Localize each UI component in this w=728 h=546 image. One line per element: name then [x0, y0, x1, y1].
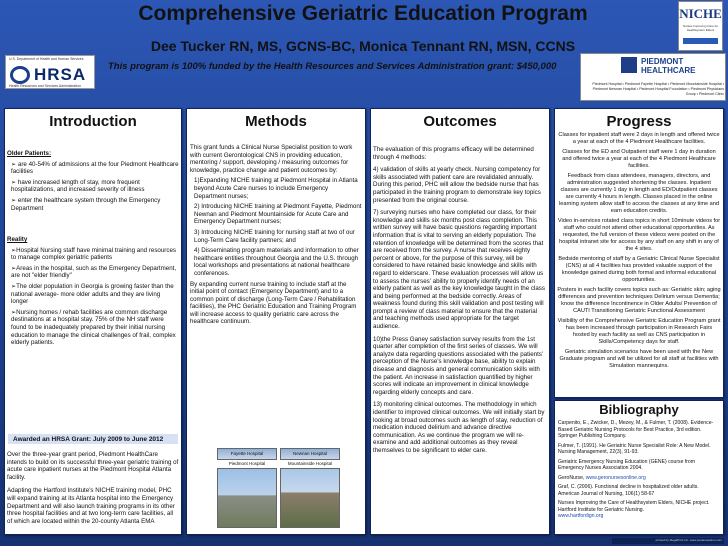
bibliography-body [558, 420, 721, 523]
bibliography-item-6-text: Nurses Improving the Care of Healthsystem Elders, NICHE project. Hartford Institute for Geriatric Nursing. [558, 500, 710, 513]
piedmont-name-line1: PIEDMONT [641, 57, 684, 66]
introduction-grant-paragraphs [7, 451, 179, 525]
progress-body [557, 132, 721, 373]
piedmont-facilities: Piedmont Hospital • Piedmont Fayette Hospital • Piedmont Mountainside Hospital • Piedmont Newnan Hospital • Piedmont Hospital Foundation • Piedmont Physicians Group • Piedmont Clinic [592, 82, 724, 96]
methods-closing: By expanding current nurse training to include staff at the initial point of contact (Emergency Department) and to a common point of discharge (Long-Term Care / Rehabilitation facilities), the PHC Geriatric Education and Training Program will increase access to quality geriatric care across the healthcare continuum. [190, 280, 357, 326]
methods-intro: This grant funds a Clinical Nurse Specialist position to work with current Gerontological CNS in providing education, mentoring / support, developing / measuring outcomes for knowledge, practice change and patient outcomes by: [190, 144, 353, 174]
outcomes-item-7: 7) surveying nurses who have completed our class, for their knowledge and skills six months post class completion. This written survey will have basic questions regarding important information that is vital to serving an elderly population. The retention of knowledge will be determined from the scores that are received from the survey. A nurse that receives eighty percent or above, for the purpose of this survey, will be considered to have retained basic knowledge and skills with regard to elderscare. These evaluation processes will allow us to assess the nurses' ability to properly identify needs of an elderly patient as well as the key knowledge taught in the class and being performed at the bedside correctly. Areas of weakness found during this skill validation and post testing will prompt a review of class material to ensure that the material and teaching methods used appropriate for the target audience. [373, 209, 545, 331]
bibliography-item-4 [558, 475, 721, 482]
introduction-para-2: Adapting the Hartford Institute's NICHE training model, PHC will expand training at its Atlanta hospital into the Emergency Department and will also launch training programs in its other three hospital facilities and at two long-term care facilities, all of which are located within the 20-county Atlanta EMA [7, 487, 175, 525]
methods-item-1: 1)Expanding NICHE training at Piedmont Hospital in Atlanta beyond Acute Care nurses to include Emergency Department nurses; [194, 177, 358, 200]
progress-item-3: Feedback from class attendees, managers, directors, and administration suggested shortening the classes. Inpatient classes are currently 1 day in length and ED/Outpatient classes are currently 4 hours in length. Classes placed in the online learning system allow staff to access the classes at any time and earn education credits. [558, 173, 720, 214]
piedmont-hospital-caption: Piedmont Hospital [228, 461, 266, 466]
reality-item-4: ➢Nursing homes / rehab facilities are common discharge destinations at a hospital stay. 75% of the NH staff were found to be inadequately prepared by their initial nursing education to manage the clinical challenges of frail, complex elderly patients. [11, 308, 176, 347]
progress-item-2: Classes for the ED and Outpatient staff were 1 day in duration and offered twice a year at each of the 4 Piedmont Healthcare facilities. [562, 149, 716, 169]
progress-item-4: Video in-services rotated class topics in short 10minute videos for staff who could not attend other educational opportunities. As requested, the full version of these videos were posted on the hospital intranet site for access by any staff on any shift in any of the 4 sites. [557, 218, 721, 252]
methods-item-4: 4) Disseminating program materials and information to other healthcare entities throughout Georgia and the U.S. through local workshops and presentations at national healthcare conferences. [194, 247, 359, 277]
outcomes-heading: Outcomes [423, 113, 497, 130]
outcomes-body [373, 146, 546, 455]
hrsa-subtitle: Health Resources and Services Administration [9, 84, 81, 88]
older-patients-item-3: ➢ enter the healthcare system through the Emergency Department [11, 196, 161, 212]
outcomes-item-10: 10)the Press Ganey satisfaction survey results from the 1st quarter after completion of the first series of classes. We will analyze data regarding questions associated with the patients' perception of the Nurse's knowledge base, ability to explain disease and diagnosis and general communication skills with the patient. An increase in satisfaction quantified by higher scores will indicate an improvement in clinical knowledge regarding elderly concepts and care. [373, 335, 544, 396]
fayette-hospital-caption: Fayette Hospital [230, 451, 264, 456]
bibliography-item-4-text: GeroNurse, [558, 474, 585, 481]
poster-authors: Dee Tucker RN, MS, GCNS-BC, Monica Tennant RN, MSN, CCNS [150, 38, 576, 54]
introduction-heading: Introduction [49, 113, 137, 130]
progress-item-5: Bedside mentoring of staff by a Geriatric Clinical Nurse Specialist (CNS) at all 4 facilities has provided valuable support of the knowledge gained during both formal and informal educational opportunities. [558, 256, 720, 283]
older-patients-label: Older Patients: [7, 150, 52, 157]
outcomes-item-4: 4) validation of skills at yearly check. Nursing competency for skills associated with patient care are revalidated annually. During this period, PHC will allow the bedside nurse that has participated in the training program to demonstrate key topics presented from the original course. [373, 166, 541, 204]
progress-heading: Progress [606, 113, 672, 130]
progress-item-6: Posters in each facility covers topics such as: Geriatric skin; aging differences and prevention techniques Delirium versus Dementia; know the difference Incontinence in Older Adults/ Prevention of CAUTI Transitioning Geriatric Functional Assessment [557, 287, 721, 314]
bibliography-item-5: Graf, C. (2006). Functional decline in hospitalized older adults. American Journal of Nursing, 106(1) 58-67 [558, 484, 699, 497]
introduction-para-1: Over the three-year grant period, Piedmont HealthCare intends to build on its successful three-year geriatric training of acute care inpatient nurses at the Piedmont Hospital Atlanta facility. [7, 451, 179, 481]
newnan-hospital-caption: Newnan Hospital [292, 451, 328, 456]
hrsa-dept-text: U.S. Department of Health and Human Services [9, 57, 84, 61]
printer-footer: printed by MegaPrint Inc. www.postersession.com [612, 538, 724, 544]
hrsa-emblem-icon [10, 66, 30, 84]
introduction-older-patients [7, 150, 179, 212]
mountainside-hospital-caption: Mountainside Hospital [287, 461, 333, 466]
hrsa-logo [5, 55, 95, 89]
outcomes-intro: The evaluation of this programs efficacy will be determined through 4 methods: [373, 146, 534, 161]
piedmont-logo [580, 53, 726, 101]
older-patients-item-1: ➢ are 40-54% of admissions at the four Piedmont Healthcare facilities [11, 160, 179, 176]
niche-name: NICHE [679, 6, 722, 21]
reality-item-1: ➢Hospital Nursing staff have minimal training and resources to manage complex geriatric patients [11, 246, 176, 262]
poster-title: Comprehensive Geriatric Education Program [138, 2, 588, 25]
niche-subtitle: Nurses Improving Care for Healthsystem Elders [682, 24, 719, 32]
niche-bar-graphic [683, 38, 718, 44]
progress-item-7: Visibility of the Comprehensive Geriatric Education Program grant has been increased through participation in Research Fairs hosted by each facility as well as CNS participation in Skills/Competency days for staff. [557, 318, 721, 345]
bibliography-item-6 [558, 500, 721, 520]
bibliography-item-3: Geriatric Emergency Nursing Education (GENE) course from Emergency Nurses Association 2004. [558, 458, 696, 471]
reality-label: Reality [7, 236, 28, 243]
outcomes-item-13: 13) monitoring clinical outcomes. The methodology in which identifier to improved clinical outcomes. We will initially start by looking at broad outcomes such as length of stay, reduction of medication induced delirium and advance directive communication. As we continue the program we will re-examine and add additional outcomes as they reveal themselves to be significant to elder care. [373, 401, 545, 454]
progress-item-8: Geriatric simulation scenarios have been used with the New Graduate program and will be utilized for all staff at facilities with Simulation mannequins. [559, 349, 719, 369]
award-text: Awarded an HRSA Grant: July 2009 to June 2012 [13, 436, 164, 443]
reality-item-3: ➢The older population in Georgia is growing faster than the national average- more older adults and they are living longer [11, 282, 174, 306]
geronurse-link[interactable]: www.geronursesonline.org [585, 474, 646, 481]
methods-item-3: 3) Introducing NICHE training for nursing staff at two of our Long-Term Care facility partners; and [194, 228, 355, 244]
bibliography-heading: Bibliography [599, 402, 679, 417]
introduction-reality [7, 236, 179, 347]
reality-item-2: ➢Areas in the hospital, such as the Emergency Department, are not "elder friendly" [11, 264, 177, 280]
mountainside-hospital-photo [280, 468, 340, 528]
piedmont-hospital-photo [217, 468, 277, 528]
progress-item-1: Classes for inpatient staff were 2 days in length and offered twice a year at each of the 4 Piedmont Healthcare facilities. [558, 132, 720, 145]
piedmont-name-line2: HEALTHCARE [641, 66, 696, 75]
bibliography-item-1: Carpenito, E., Zwicker, D., Mezey, M., & Fulmer, T. (2008). Evidence-Based Geriatric Nursing Protocols for Best Practice, 3rd edition. Springer Publishing Company. [558, 420, 714, 439]
older-patients-item-2: ➢ have increased length of stay, more frequent hospitalizations, and increased severity of illness [11, 178, 145, 194]
hartford-link[interactable]: www.hartfordign.org [558, 513, 604, 519]
funding-statement: This program is 100% funded by the Health Resources and Services Administration grant: $450,000 [108, 61, 557, 72]
hrsa-name: HRSA [34, 65, 87, 84]
piedmont-emblem-icon [621, 57, 637, 73]
piedmont-name [641, 57, 696, 75]
methods-body [190, 144, 362, 326]
bibliography-item-2: Fulmer, T. (1991). He Geriatric Nurse Specialist Role: A New Model. Nursing Management, 22(3), 91-93. [558, 442, 711, 455]
methods-heading: Methods [245, 113, 307, 130]
niche-logo [678, 1, 723, 51]
methods-item-2: 2) Introducing NICHE training at Piedmont Fayette, Piedmont Newnan and Piedmont Mountainside for Acute Care and Emergency Department nurses; [194, 203, 362, 226]
